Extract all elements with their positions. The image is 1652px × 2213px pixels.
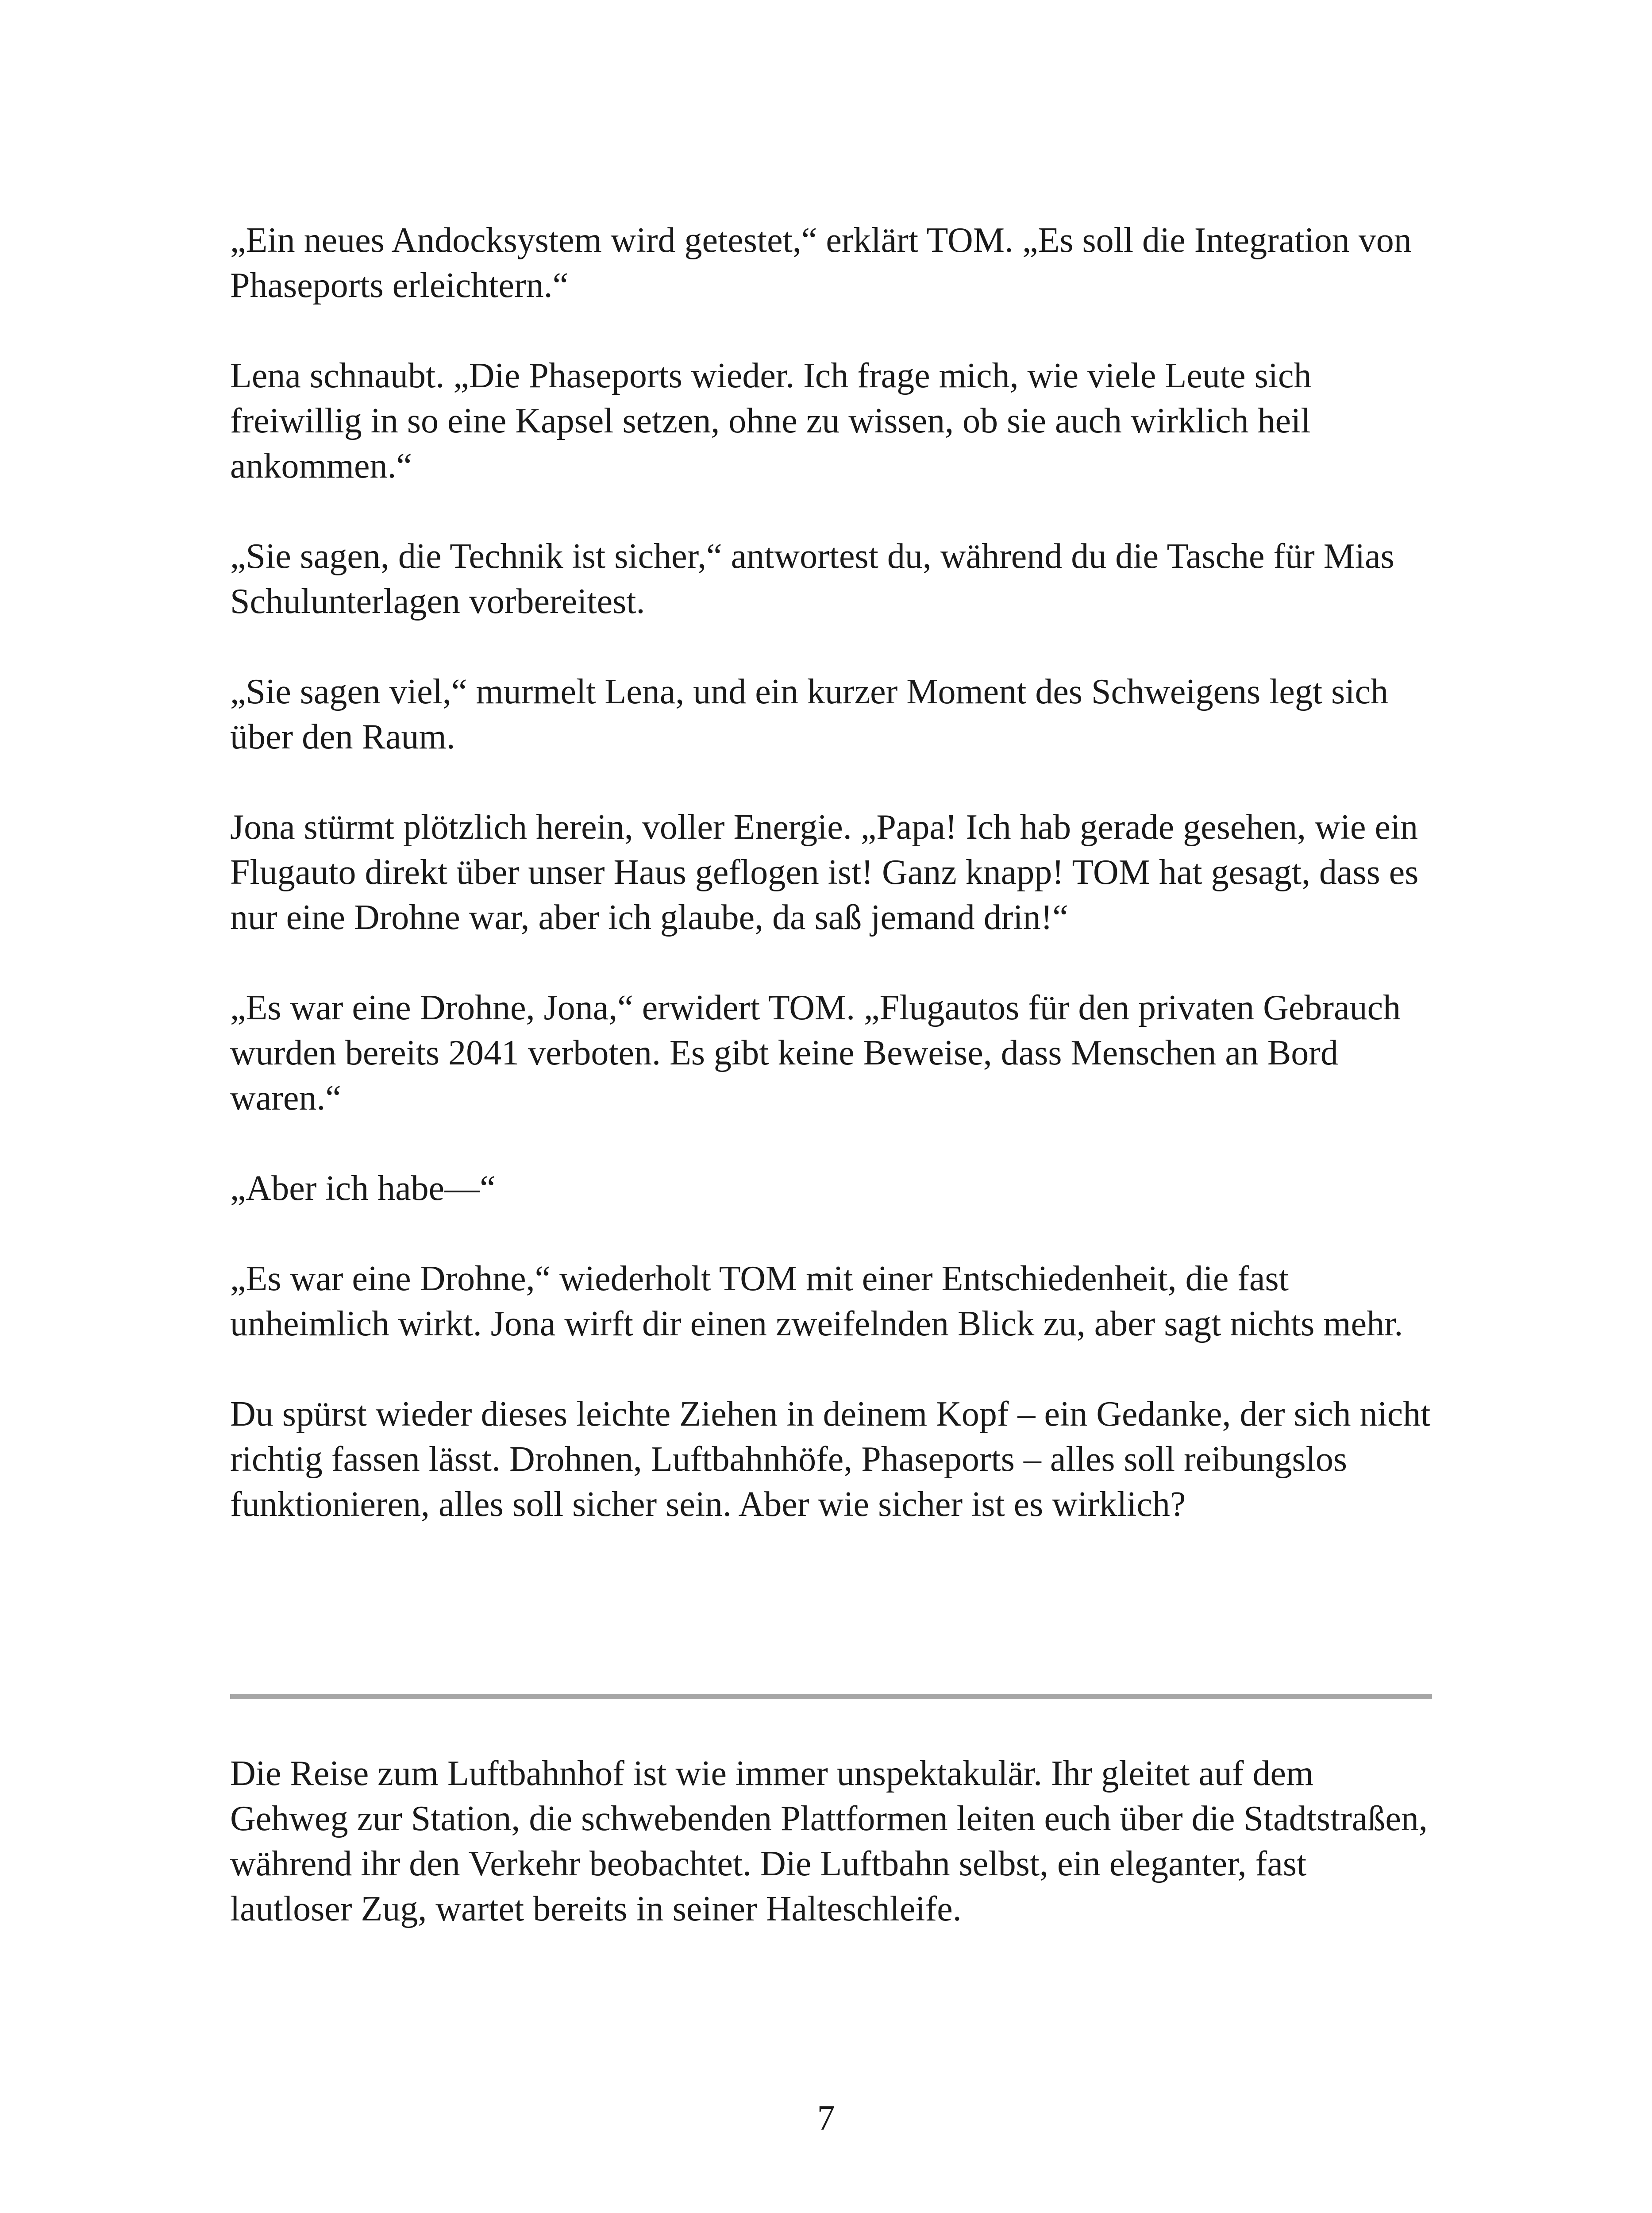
section-two <box>230 1751 1434 1932</box>
paragraph: „Es war eine Drohne, Jona,“ erwidert TOM. „Flugautos für den privaten Gebrauch wurden bereits 2041 verboten. Es gibt keine Beweise, dass Menschen an Bord waren.“ <box>230 988 1401 1118</box>
section-one <box>230 218 1434 1527</box>
paragraph: Die Reise zum Luftbahnhof ist wie immer unspektakulär. Ihr gleitet auf dem Gehweg zur Station, die schwebenden Plattformen leiten euch über die Stadtstraßen, während ihr den Verkehr beobachtet. Die Luftbahn selbst, ein eleganter, fast lautloser Zug, wartet bereits in seiner Halteschleife. <box>230 1754 1428 1928</box>
paragraph: „Es war eine Drohne,“ wiederholt TOM mit einer Entschiedenheit, die fast unheimlich wirkt. Jona wirft dir einen zweifelnden Blick zu, aber sagt nichts mehr. <box>230 1259 1403 1343</box>
paragraph: Jona stürmt plötzlich herein, voller Energie. „Papa! Ich hab gerade gesehen, wie ein Flugauto direkt über unser Haus geflogen ist! Ganz knapp! TOM hat gesagt, dass es nur eine Drohne war, aber ich glaube, da saß jemand drin!“ <box>230 808 1419 937</box>
paragraph: „Sie sagen viel,“ murmelt Lena, und ein kurzer Moment des Schweigens legt sich über den Raum. <box>230 672 1389 756</box>
paragraph: Du spürst wieder dieses leichte Ziehen in deinem Kopf – ein Gedanke, der sich nicht richtig fassen lässt. Drohnen, Luftbahnhöfe, Phaseports – alles soll reibungslos funktionieren, alles soll sicher sein. Aber wie sicher ist es wirklich? <box>230 1395 1431 1524</box>
section-divider <box>230 1694 1432 1699</box>
paragraph: „Aber ich habe—“ <box>230 1169 496 1208</box>
paragraph: Lena schnaubt. „Die Phaseports wieder. Ich frage mich, wie viele Leute sich freiwillig in so eine Kapsel setzen, ohne zu wissen, ob sie auch wirklich heil ankommen.“ <box>230 356 1312 486</box>
page-number: 7 <box>817 2099 835 2138</box>
paragraph: „Ein neues Andocksystem wird getestet,“ erklärt TOM. „Es soll die Integration von Phaseports erleichtern.“ <box>230 221 1412 305</box>
paragraph: „Sie sagen, die Technik ist sicher,“ antwortest du, während du die Tasche für Mias Schulunterlagen vorbereitest. <box>230 537 1394 621</box>
